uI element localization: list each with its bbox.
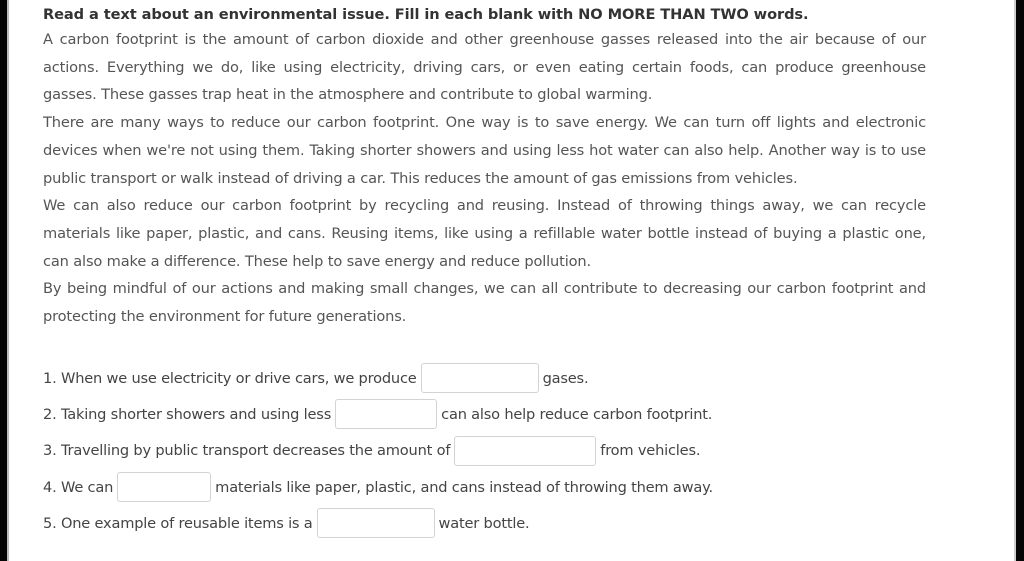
question-1-text-after: gases. xyxy=(542,369,589,387)
question-3-text-before: 3. Travelling by public transport decreases the amount of xyxy=(43,442,451,460)
question-3 xyxy=(43,433,1003,469)
question-4-text-before: 4. We can xyxy=(43,478,114,496)
question-2 xyxy=(43,396,1003,432)
question-1-text-before: 1. When we use electricity or drive cars, we produce xyxy=(43,369,417,387)
question-list xyxy=(43,360,1003,541)
question-4-answer-input[interactable] xyxy=(117,472,211,502)
passage-paragraph-2: There are many ways to reduce our carbon footprint. One way is to save energy. We can turn off lights and electronic devices when we're not using them. Taking shorter showers and using less hot water can also help. Another way is to use public transport or walk instead of driving a car. This reduces the amount of gas emissions from vehicles. xyxy=(43,114,926,187)
question-2-text-after: can also help reduce carbon footprint. xyxy=(441,405,713,423)
question-1-answer-input[interactable] xyxy=(421,363,539,393)
instruction-heading: Read a text about an environmental issue. Fill in each blank with NO MORE THAN TWO words. xyxy=(43,6,809,23)
question-2-answer-input[interactable] xyxy=(335,399,437,429)
question-4 xyxy=(43,469,1003,505)
passage-paragraph-4: By being mindful of our actions and making small changes, we can all contribute to decreasing our carbon footprint and protecting the environment for future generations. xyxy=(43,280,926,326)
question-5 xyxy=(43,505,1003,541)
question-4-text-after: materials like paper, plastic, and cans instead of throwing them away. xyxy=(215,478,713,496)
passage-paragraph-3: We can also reduce our carbon footprint by recycling and reusing. Instead of throwing things away, we can recycle materials like paper, plastic, and cans. Reusing items, like using a refillable water bottle instead of buying a plastic one, can also make a difference. These help to save energy and reduce pollution. xyxy=(43,197,926,270)
question-3-answer-input[interactable] xyxy=(454,436,596,466)
question-2-text-before: 2. Taking shorter showers and using less xyxy=(43,405,332,423)
screen-border-left xyxy=(0,0,7,561)
question-1 xyxy=(43,360,1003,396)
question-5-answer-input[interactable] xyxy=(317,508,435,538)
passage-paragraph-1: A carbon footprint is the amount of carbon dioxide and other greenhouse gasses released into the air because of our actions. Everything we do, like using electricity, driving cars, or even eating certain foods, can produce greenhouse gasses. These gasses trap heat in the atmosphere and contribute to global warming. xyxy=(43,31,926,104)
question-3-text-after: from vehicles. xyxy=(600,442,701,460)
reading-passage xyxy=(43,3,926,331)
question-5-text-before: 5. One example of reusable items is a xyxy=(43,514,313,532)
exercise-page xyxy=(9,0,1014,561)
screen-border-right xyxy=(1016,0,1024,561)
question-5-text-after: water bottle. xyxy=(438,514,530,532)
